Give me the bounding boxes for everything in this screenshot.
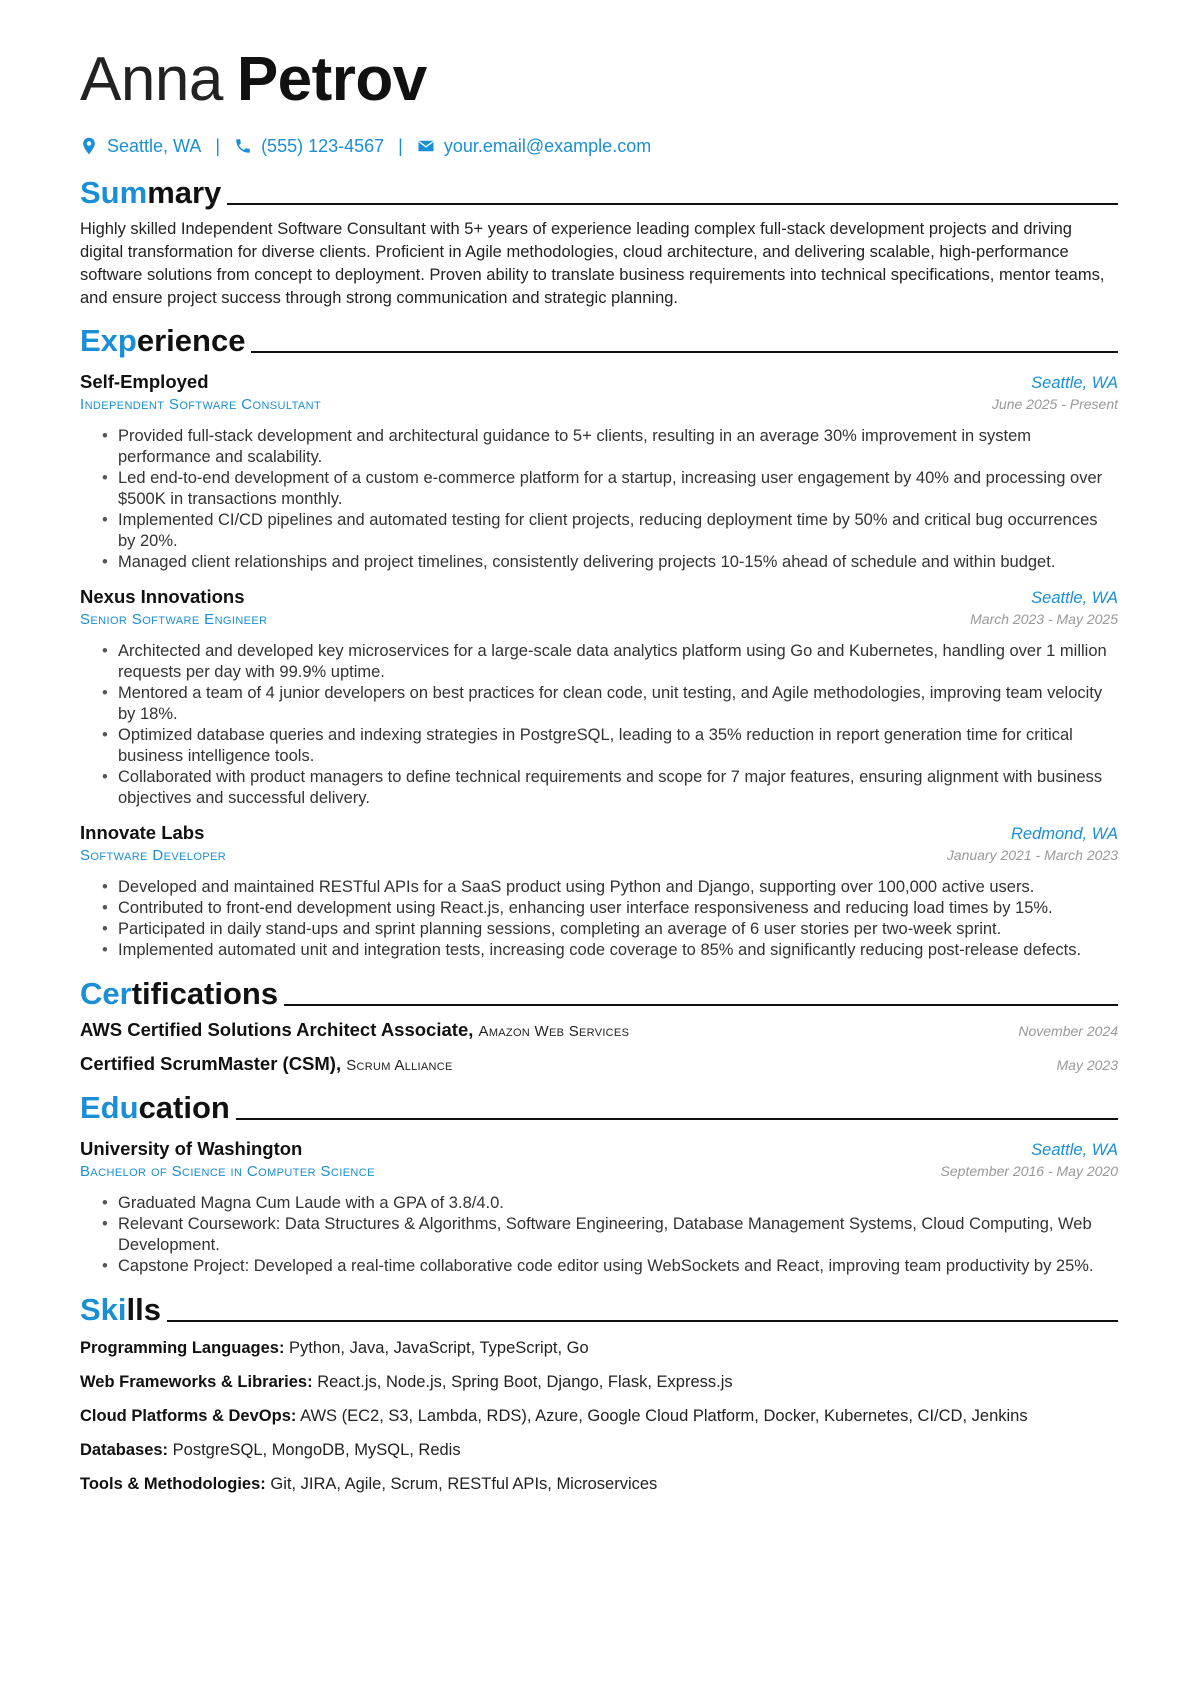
bullet-item: • Managed client relationships and project timelines, consistently delivering projects 10-15% ahead of schedule and within budget.	[118, 552, 1118, 573]
skill-row	[80, 1473, 1118, 1495]
company-name: Nexus Innovations	[80, 586, 245, 607]
skill-category: Cloud Platforms & DevOps:	[80, 1407, 297, 1425]
section-title: Education	[80, 1090, 230, 1125]
bullet-item: • Mentored a team of 4 junior developers on best practices for clean code, unit testing, and Agile methodologies, improving team velocity by 18%.	[118, 683, 1118, 725]
skills-heading	[80, 1291, 1118, 1327]
bullet-item: • Participated in daily stand-ups and sprint planning sessions, completing an average of 6 user stories per two-week sprint.	[118, 919, 1118, 940]
bullet-item: • Capstone Project: Developed a real-time collaborative code editor using WebSockets and React, improving team productivity by 25%.	[118, 1256, 1118, 1277]
section-rule	[167, 1320, 1118, 1322]
company-name: Self-Employed	[80, 371, 209, 392]
skill-category: Databases:	[80, 1441, 169, 1459]
section-title: Summary	[80, 175, 222, 210]
candidate-name	[80, 42, 1118, 118]
contact-location	[80, 136, 201, 157]
certifications-heading	[80, 975, 1118, 1011]
location-text: Seattle, WA	[107, 135, 202, 156]
skill-items: PostgreSQL, MongoDB, MySQL, Redis	[172, 1441, 461, 1459]
bullet-item: • Developed and maintained RESTful APIs for a SaaS product using Python and Django, supporting over 100,000 active users.	[118, 877, 1118, 898]
contact-phone[interactable]	[234, 136, 384, 157]
experience-heading	[80, 322, 1118, 358]
bullet-item: • Led end-to-end development of a custom e-commerce platform for a startup, increasing user engagement by 40% and processing over $500K in transactions monthly.	[118, 468, 1118, 510]
skill-category: Tools & Methodologies:	[80, 1475, 266, 1493]
skill-category: Programming Languages:	[80, 1339, 285, 1357]
education-heading	[80, 1089, 1118, 1125]
skill-items: Git, JIRA, Agile, Scrum, RESTful APIs, Microservices	[270, 1475, 658, 1493]
certification-item: Certified ScrumMaster (CSM), Scrum Alliance May 2023	[80, 1053, 1118, 1074]
skill-category: Web Frameworks & Libraries:	[80, 1373, 313, 1391]
email-text: your.email@example.com	[443, 135, 652, 156]
job-bullets	[80, 641, 1118, 809]
phone-text: (555) 123-4567	[261, 135, 385, 156]
section-title: Experience	[80, 323, 246, 358]
skill-items: AWS (EC2, S3, Lambda, RDS), Azure, Google Cloud Platform, Docker, Kubernetes, CI/CD, Jenkins	[300, 1407, 1028, 1425]
last-name: Petrov	[236, 45, 427, 114]
section-rule	[236, 1118, 1118, 1120]
section-title: Skills	[80, 1292, 161, 1327]
skill-items: Python, Java, JavaScript, TypeScript, Go	[289, 1339, 589, 1357]
school-name: University of Washington	[80, 1138, 303, 1159]
certification-name: Certified ScrumMaster (CSM)	[80, 1053, 336, 1074]
bullet-item: • Relevant Coursework: Data Structures & Algorithms, Software Engineering, Database Management Systems, Cloud Computing, Web Development.	[118, 1214, 1118, 1256]
skill-row	[80, 1337, 1118, 1359]
section-rule	[227, 203, 1118, 205]
bullet-item: • Implemented automated unit and integration tests, increasing code coverage to 85% and significantly reducing post-release defects.	[118, 940, 1118, 961]
bullet-item: • Architected and developed key microservices for a large-scale data analytics platform using Go and Kubernetes, handling over 1 million requests per day with 99.9% uptime.	[118, 641, 1118, 683]
job-dates: January 2021 - March 2023	[946, 847, 1118, 863]
degree: Bachelor of Science in Computer Science	[80, 1163, 375, 1180]
contact-bar	[80, 132, 1118, 160]
job-entry	[80, 585, 1118, 809]
first-name: Anna	[80, 45, 223, 114]
bullet-item: • Provided full-stack development and architectural guidance to 5+ clients, resulting in an average 30% improvement in system performance and scalability.	[118, 426, 1118, 468]
company-name: Innovate Labs	[80, 822, 205, 843]
resume-page	[80, 42, 1118, 1495]
education-entry	[80, 1137, 1118, 1277]
bullet-item: • Contributed to front-end development using React.js, enhancing user interface responsiveness and reducing load times by 15%.	[118, 898, 1118, 919]
job-dates: June 2025 - Present	[991, 396, 1118, 412]
job-role: Independent Software Consultant	[80, 396, 322, 413]
bullet-item: • Implemented CI/CD pipelines and automated testing for client projects, reducing deployment time by 50% and critical bug occurrences by 20%.	[118, 510, 1118, 552]
section-rule	[251, 351, 1118, 353]
job-dates: March 2023 - May 2025	[970, 611, 1118, 627]
school-location: Seattle, WA	[1031, 1141, 1118, 1159]
certification-issuer: Scrum Alliance	[346, 1057, 453, 1074]
summary-text: Highly skilled Independent Software Consultant with 5+ years of experience leading complex full-stack development projects and driving digital transformation for diverse clients. Proficient in Agile methodologies, cloud architecture, and delivering scalable, high-performance software solutions from concept to deployment. Proven ability to translate business requirements into technical specifications, mentor teams, and ensure project success through strong communication and strategic planning.	[80, 220, 1105, 307]
education-dates: September 2016 - May 2020	[940, 1163, 1118, 1179]
summary-heading	[80, 174, 1118, 210]
contact-separator: |	[398, 135, 403, 156]
certification-date: May 2023	[1056, 1057, 1118, 1073]
education-bullets	[80, 1193, 1118, 1277]
skill-row	[80, 1371, 1118, 1393]
certification-issuer: Amazon Web Services	[478, 1023, 630, 1040]
bullet-item: • Collaborated with product managers to define technical requirements and scope for 7 major features, ensuring alignment with business objectives and successful delivery.	[118, 767, 1118, 809]
job-entry	[80, 370, 1118, 573]
bullet-item: • Optimized database queries and indexing strategies in PostgreSQL, leading to a 35% reduction in report generation time for critical business intelligence tools.	[118, 725, 1118, 767]
job-location: Seattle, WA	[1031, 374, 1118, 392]
envelope-icon	[417, 137, 435, 155]
job-role: Senior Software Engineer	[80, 611, 268, 628]
certification-item: AWS Certified Solutions Architect Associate, Amazon Web Services November 2024	[80, 1019, 1118, 1040]
job-location: Seattle, WA	[1031, 589, 1118, 607]
skill-row	[80, 1405, 1118, 1427]
phone-icon	[234, 137, 252, 155]
job-bullets	[80, 426, 1118, 573]
job-role: Software Developer	[80, 847, 227, 864]
skill-row	[80, 1439, 1118, 1461]
certification-name: AWS Certified Solutions Architect Associate	[80, 1019, 469, 1040]
map-pin-icon	[80, 137, 98, 155]
job-entry	[80, 821, 1118, 961]
section-rule	[284, 1004, 1118, 1006]
skill-items: React.js, Node.js, Spring Boot, Django, Flask, Express.js	[317, 1373, 733, 1391]
section-title: Certifications	[80, 976, 279, 1011]
job-location: Redmond, WA	[1011, 825, 1118, 843]
bullet-item: • Graduated Magna Cum Laude with a GPA of 3.8/4.0.	[118, 1193, 1118, 1214]
certification-date: November 2024	[1018, 1023, 1118, 1039]
contact-separator: |	[215, 135, 221, 156]
contact-email[interactable]	[417, 136, 651, 157]
job-bullets	[80, 877, 1118, 961]
